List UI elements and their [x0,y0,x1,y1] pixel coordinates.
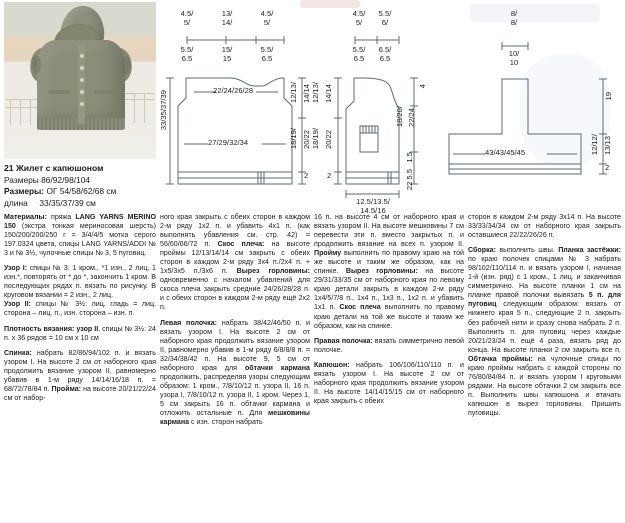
back-top-width: 22/24/26/28 [213,86,254,95]
back-body-height-2: 20/22 [302,130,311,150]
back-body-height: 18/19/ [289,128,298,150]
paragraph: Капюшон: набрать 106/106/110/110 п. и вязать узором I. На высоте 2 см от наборного края продолжить вязание узором II. На высоте 14/14/15/15 см от наборного края закрыть с обеих [314,360,464,405]
front-pocket-dim: 1.5 [405,152,414,163]
front-armhole-height-2: 14/14 [324,84,333,104]
hood-drawing [455,6,620,201]
text-column-1 [4,213,156,403]
photo-button [80,78,84,82]
hood-top-dim-2: 10/ 10 [508,49,520,67]
front-total-height-2: 22/24 [407,108,416,128]
back-top-dim-right-2: 5.5/ 6.5 [260,45,274,63]
photo-armhole-right [122,56,131,74]
front-body-height: 18/19/ [311,128,320,150]
photo-button [80,102,84,106]
sizes-line: Размеры 86/92/98/104 [4,174,91,185]
photo-pocket-left [48,90,70,94]
front-hem-height: 2 [327,171,332,180]
photo-button [80,90,84,94]
paragraph: Правая полочка: вязать симметрично левой полочке. [314,336,464,354]
paragraph: Материалы: пряжа LANG YARNS MERINO 150 (экстра тонкая мериносовая шерсть) 150/200/200/250 г = 3/4/4/5 мотка серого 197.0324 цвета, спицы LANG YARNS/ADDI № 3 и № 3½, чулочные спицы № 3, 5 пуговиц. [4,213,156,258]
hood-hem-height: 2 [605,163,610,172]
photo-pocket-right [94,90,116,94]
schematic-front [300,6,440,215]
back-bottom-width: 27/29/32/34 [208,138,249,147]
paragraph: Узор I: спицы № 3: 1 кром., *1 изн., 2 лиц, 1 изн.*, повторять от * до *, закончить 1 кром. В последующих рядах п. вязать по рисунку. В круговом вязании = 2 изн., 2 лиц. [4,264,156,300]
front-drawing [300,6,440,206]
front-neck-depth: 4 [418,84,427,89]
front-armhole-height: 12/13/ [311,82,320,104]
hood-mid-height-2: 13/13 [603,136,612,156]
paragraph: Сборка: выполнить швы. Планка застёжки: по краю полочек спицами № 3 набрать 98/102/110/114 п. и вязать узором I, начиная 1-й (изн. ряд) с 1 кром., 1 лиц. и заканчивая симметрично. На высоте планки 1 см на планке правой полочки вывязать 5 п. для пуговиц следующим образом: вязать от нижнего края 5 п., следующие 2 п. закрыть без рабочей нити и сразу снова набрать 2 п. Выполнить п. для пуговиц через каждые 20/21/23/24 п. ещё 4 раза, вязать ряд до конца. На высоте планки 2 см закрыть все п. Обтачка проймы: на чулочные спицы по краю проймы набрать с каждой стороны по 76/80/84/84 п. и вязать узором I круговыми рядами. На высоте обтачки 2 см закрыть все п. Выполнить швы капюшона и втачать капюшон в вырез горловины. Пришить пуговицы. [468,246,621,417]
measurements-value: ОГ 54/58/62/68 см [46,186,117,197]
front-top-dim-right: 5.5/ 6/ [378,9,392,27]
front-pocket-dim-2: 22 5.5 [405,169,414,191]
back-dimension-bar [168,6,308,201]
schematic-back [159,6,311,201]
pattern-title [4,163,156,175]
front-top-dim-left-2: 5.5/ 6.5 [352,45,366,63]
paragraph: Левая полочка: набрать 38/42/46/50 п. и вязать узором I. На высоте 2 см от наборного края продолжить вязание узором II, равномерно убавив в 1-м ряду 6/8/8/8 п. = 32/34/38/42 п. На высоте 9, 5 см от наборного края для обтачки кармана продолжить, распределяя узоры следующим образом: 1 кром., 7/8/10/12 п. узора II, 16 п. узора I, 7/8/10/12 п. узора II, 1 кром. Через 1, 5 см закрыть 16 п. обтачки кармана и отложить остальные п. Для мешковины кармана с изн. сторон набрать [160,318,310,427]
front-body-height-2: 20/22 [324,130,333,150]
front-total-height: 18/20/ [395,106,404,128]
photo-button [80,66,84,70]
front-bottom-width-2: 14.5/16 [360,206,386,215]
pattern-name: Жилет с капюшоном [15,163,104,173]
front-top-dim-left: 4.5/ 5/ [352,9,366,27]
back-hem-height: 2 [304,171,309,180]
paragraph: 16 п. на высоте 4 см от наборного края и вязать узором II. На высоте мешковины 7 см перевести эти п. вместо закрытых п. и продолжить вязание на всех п. узором II. Пройму выполнить по правому краю на той же высоте и таким же образом, как на спинке. Вырез горловины: на высоте 29/31/33/35 см от наборного края по левому краю детали закрыть в каждом 2-м ряду 1х4/5/7/8 п., 1х4 п., 1х3 п., 1х2 п. и убавить 1х1 п. Скос плеча выполнить по правому краю детали на той же высоте и таким же образом, как на спинке. [314,213,465,330]
text-column-2 [160,213,310,427]
front-bottom-width: 12.5/13.5/ [356,197,390,206]
length-value: 33/35/37/39 см [39,197,96,208]
paragraph: Узор II: спицы № 3½: лиц. гладь = лиц. сторона – лиц. п., изн. сторона – изн. п. [4,300,156,318]
paragraph: Спинка: набрать 82/86/94/102 п. и вязать узором I. На высоте 2 см от наборного края продолжить вязание узором II, равномерно убавив в 1-м ряду 14/14/16/18 п. = 68/72/78/84 п. Пройма: на высоте 20/21/22/24 см от набор- [4,348,156,402]
paragraph: ного края закрыть с обеих сторон в каждом 2-м ряду 1х2 п. и убавить 4х1 п. (как выполнять убавления см. стр. 42) = 56/60/66/72 п. Скос плеча: на высоте проймы 12/13/14/14 см закрыть с обеих сторон в каждом 2-м ряду 3х4 п./2х4 п. + 1х5/3х5 п./3х6 п. Вырез горловины: одновременно с началом убавлений для скоса плеча закрыть средние 24/26/28/28 п. и с обеих сторон в каждом 2-м ряду ещё 2х2 п. [160,213,311,312]
hood-bottom-width: 43/43/45/45 [485,148,526,157]
length-label: длина [4,197,28,208]
measurements-line [4,186,156,198]
garment-photo [4,2,156,159]
schematic-hood [455,6,620,201]
paragraph: сторон в каждом 2-м ряду 3х14 п. На высоте 33/33/34/34 см от наборного края закрыть оставшиеся 22/22/26/26 п. [468,213,621,240]
back-armhole-height: 12/13/ [289,82,298,104]
back-top-dim-right: 4.5/ 5/ [260,9,274,27]
pattern-title-block [4,163,156,209]
text-column-3 [314,213,464,406]
hood-mid-height: 12/12/ [590,134,599,156]
text-column-4 [468,213,621,418]
back-armhole-height-2: 14/14 [302,84,311,104]
back-top-dim-left: 4.5/ 5/ [180,9,194,27]
paragraph: Плотность вязания: узор II, спицы № 3½: 24 п. х 36 рядов = 10 см х 10 см [4,324,156,342]
pattern-number: 21 [4,163,14,173]
measurements-label: Размеры: [4,186,45,197]
hood-upper-height: 19 [604,92,613,101]
back-total-length: 33/35/37/39 [159,90,168,131]
back-top-dim-center-2: 15/ 15 [221,45,233,63]
hood-top-dim: 8/ 8/ [510,9,518,27]
length-line [4,198,156,210]
photo-canvas [4,2,156,159]
back-top-dim-left-2: 5.5/ 6.5 [180,45,194,63]
photo-button [80,54,84,58]
front-top-dim-right-2: 6.5/ 6.5 [378,45,392,63]
photo-armhole-left [32,56,41,74]
back-top-dim-center: 13/ 14/ [221,9,233,27]
